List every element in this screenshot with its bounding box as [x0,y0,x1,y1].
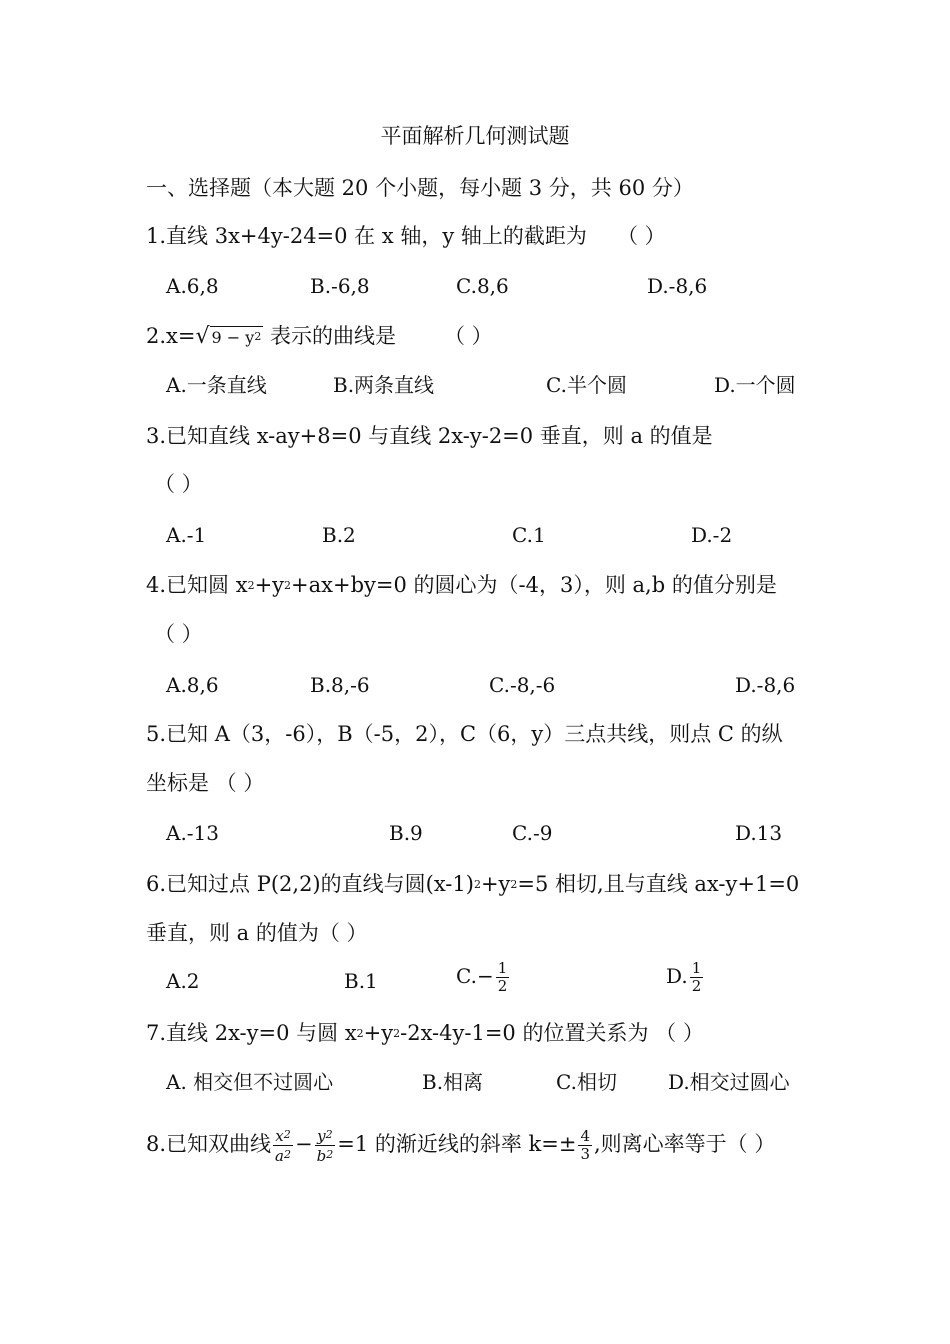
fraction-numerator: 1 [691,959,702,977]
q6-option-c [456,960,511,995]
question-4 [146,571,777,600]
q8-a-exp: 2 [284,1148,291,1161]
q4-part-1: 4.已知圆 x [146,573,248,597]
q8-slope-num: 4 [580,1127,590,1145]
question-5: 5.已知 A（3，-6），B（-5，2），C（6，y）三点共线，则点 C 的纵 [146,722,783,746]
question-6-continued: 垂直，则 a 的值为（ ） [146,921,368,945]
q4-option-b: B.8,-6 [310,673,370,697]
q8-x-exp: 2 [283,1128,291,1141]
q8-middle: =1 的渐近线的斜率 k=± [337,1132,577,1156]
q4-part-3: +ax+by=0 的圆心为（-4，3），则 a,b 的值分别是 [291,573,777,597]
q1-option-b: B.-6,8 [310,274,370,298]
question-2-prefix: 2.x= [146,324,196,348]
q6-option-d-fraction [690,960,704,995]
fraction-denominator: 2 [497,977,508,995]
q7-option-b: B.相离 [422,1070,484,1094]
question-4-answer-blank: （ ） [154,622,203,646]
q2-option-b: B.两条直线 [333,373,435,397]
q6-option-c-label: C.− [456,964,494,988]
q8-fraction-y-num [315,1126,336,1146]
q3-option-b: B.2 [322,523,356,547]
q7-option-d: D.相交过圆心 [668,1070,790,1094]
q7-part-1: 7.直线 2x-y=0 与圆 x [146,1021,357,1045]
q7-exp-1: 2 [356,1027,364,1040]
q3-option-c: C.1 [512,523,546,547]
q7-part-2: +y [363,1021,394,1045]
q4-option-a: A.8,6 [166,673,219,697]
fraction-denominator: 2 [691,977,702,995]
q8-slope-den: 3 [580,1145,590,1163]
q3-option-d: D.-2 [691,523,733,547]
question-1 [146,222,587,250]
q8-prefix: 8.已知双曲线 [146,1132,272,1156]
question-2-suffix: 表示的曲线是 [270,324,396,348]
q4-option-c: C.-8,-6 [489,673,556,697]
q2-option-a: A.一条直线 [166,373,267,397]
q6-part-1: 6.已知过点 P(2,2)的直线与圆(x-1) [146,872,474,896]
question-1-text: 1.直线 3x+4y-24=0 在 x 轴，y 轴上的截距为 [146,224,587,248]
q8-x-var: x [275,1127,284,1145]
section-heading: 一、选择题（本大题 20 个小题，每小题 3 分，共 60 分） [146,176,694,200]
q7-exp-2: 2 [393,1027,401,1040]
q5-option-b: B.9 [389,821,423,845]
page-title: 平面解析几何测试题 [380,124,570,148]
q8-y-exp: 2 [325,1128,333,1141]
q4-part-2: +y [254,573,285,597]
q6-part-3: =5 相切,且与直线 ax-y+1=0 [517,872,800,896]
q8-fraction-y [315,1126,336,1165]
question-3: 3.已知直线 x-ay+8=0 与直线 2x-y-2=0 垂直，则 a 的值是 [146,424,713,448]
q8-b-exp: 2 [326,1148,334,1161]
fraction-numerator: 1 [497,959,508,977]
question-5-continued: 坐标是 （ ） [146,771,265,795]
q6-option-d [666,960,705,995]
radicand-exponent: 2 [254,330,262,343]
q2-option-d: D.一个圆 [714,373,796,397]
q8-fraction-x-num [273,1126,293,1146]
q8-y-var: y [317,1127,326,1145]
q5-option-c: C.-9 [512,821,553,845]
q1-option-a: A.6,8 [166,274,219,298]
q5-option-a: A.-13 [166,821,220,845]
q6-exp-2: 2 [510,878,518,891]
q8-fraction-x [273,1126,293,1165]
q8-b-var: b [316,1147,327,1165]
question-6 [146,870,799,899]
question-3-answer-blank: （ ） [154,472,203,496]
q6-option-c-fraction [496,960,510,995]
q6-option-a: A.2 [166,969,200,993]
q7-option-c: C.相切 [556,1070,617,1094]
q2-option-c: C.半个圆 [546,373,627,397]
q4-option-d: D.-8,6 [735,673,796,697]
q5-option-d: D.13 [735,821,783,845]
question-2 [146,322,396,351]
q4-exp-1: 2 [247,579,255,592]
q8-minus: − [295,1132,313,1156]
q7-option-a: A. 相交但不过圆心 [166,1070,334,1094]
radical-sign: √ [195,324,210,349]
question-8 [146,1126,775,1165]
radicand-text: 9 − y [211,328,255,347]
q8-slope-fraction [578,1128,592,1163]
q4-exp-2: 2 [284,579,292,592]
question-2-answer-blank: （ ） [444,324,493,348]
q3-option-a: A.-1 [166,523,207,547]
question-7 [146,1019,704,1048]
q8-suffix: ,则离心率等于（ ） [594,1132,776,1156]
question-1-answer-blank: （ ） [617,224,666,248]
q8-fraction-y-den [315,1146,336,1165]
q6-part-2: +y [480,872,511,896]
q8-a-var: a [275,1147,284,1165]
q6-exp-1: 2 [473,878,481,891]
q7-part-3: -2x-4y-1=0 的位置关系为 （ ） [400,1021,704,1045]
q8-fraction-x-den [273,1146,293,1165]
q1-option-d: D.-8,6 [647,274,708,298]
q1-option-c: C.8,6 [456,274,509,298]
q6-option-b: B.1 [344,969,378,993]
q6-option-d-label: D. [666,964,688,988]
radicand [210,326,264,348]
